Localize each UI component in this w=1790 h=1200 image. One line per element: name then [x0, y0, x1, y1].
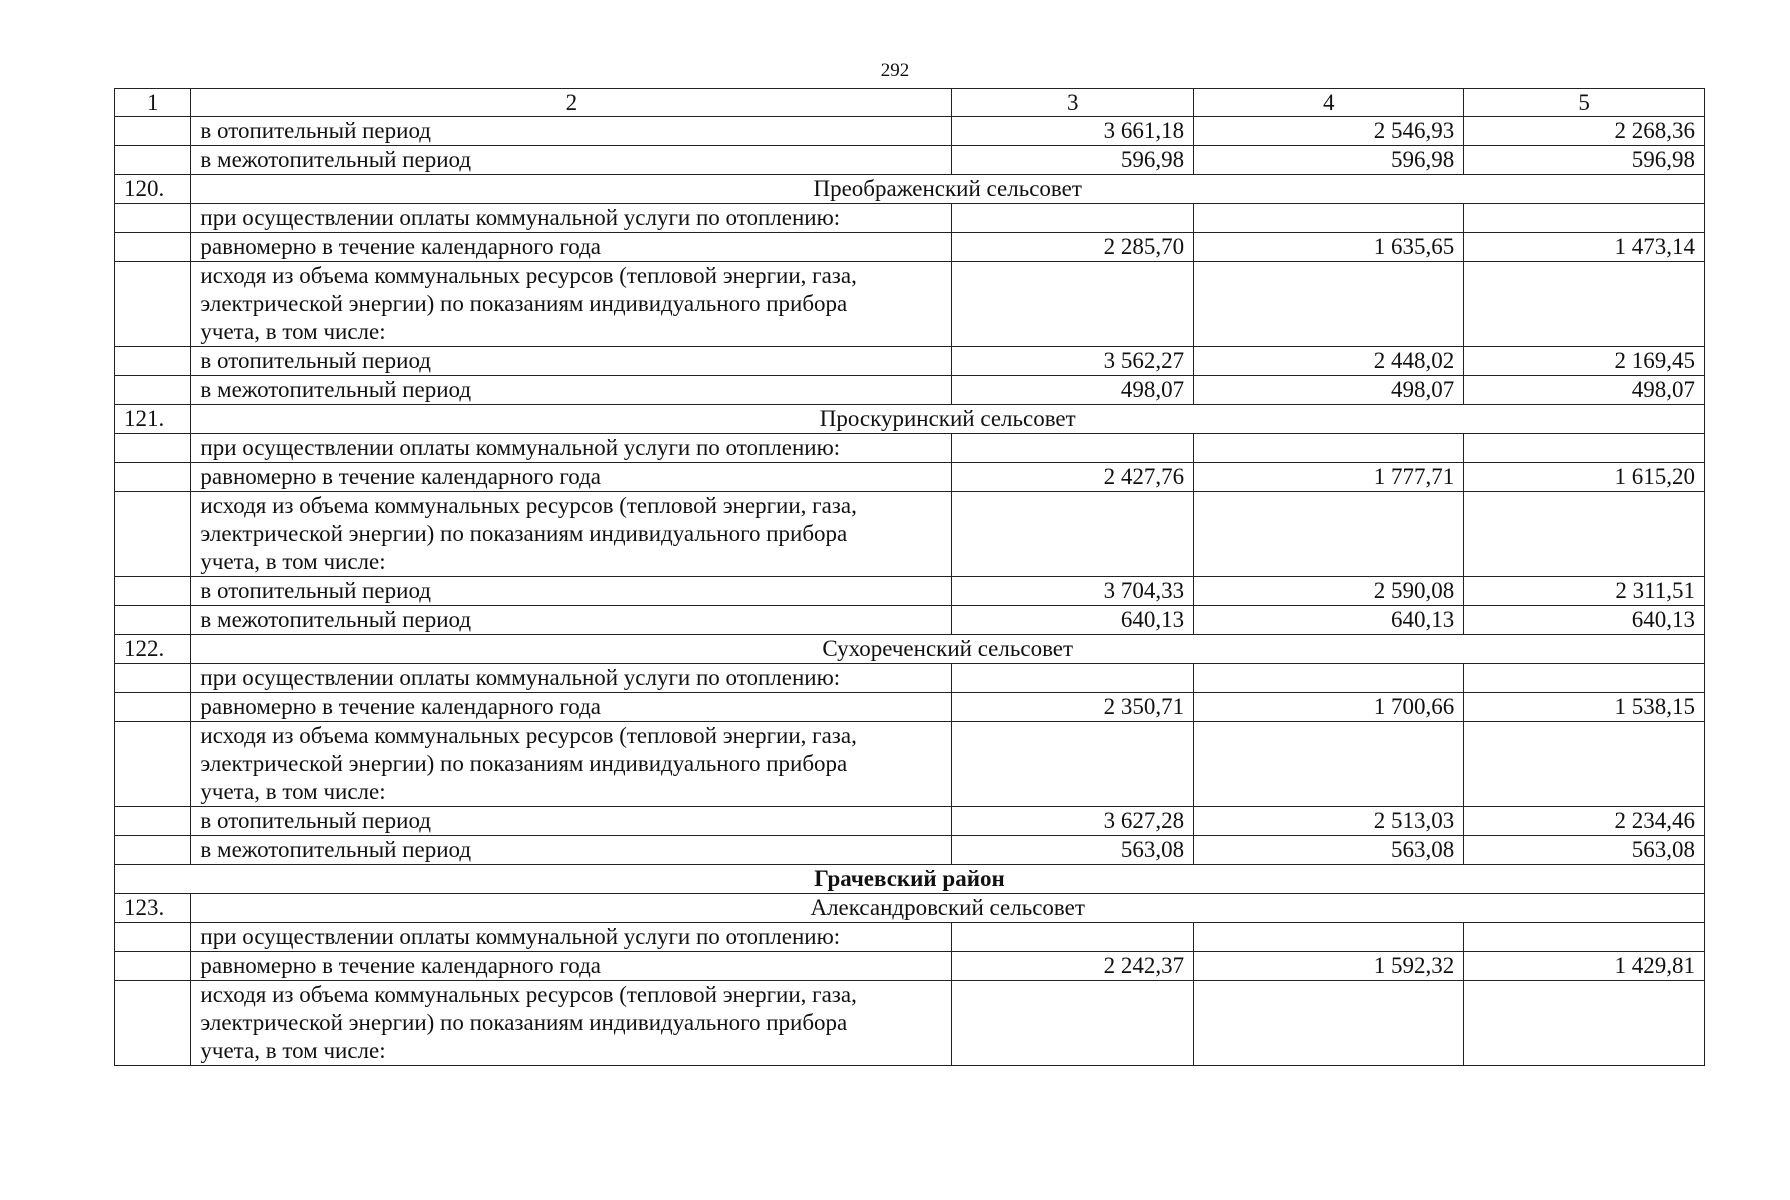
section-title: Сухореченский сельсовет	[191, 635, 1705, 664]
page-number: 292	[880, 60, 910, 81]
row-number	[115, 577, 191, 606]
value-col-5	[1464, 981, 1705, 1066]
description-line: электрической энергии) по показаниям индивидуального прибора	[200, 751, 848, 776]
table-row	[115, 376, 1705, 405]
section-row	[115, 405, 1705, 434]
row-number	[115, 981, 191, 1066]
description-line: учета, в том числе:	[200, 549, 386, 574]
value-col-4	[1194, 722, 1464, 807]
value-col-4: 596,98	[1194, 146, 1464, 175]
row-number: 122.	[115, 635, 191, 664]
row-description: в отопительный период	[191, 117, 952, 146]
row-description: равномерно в течение календарного года	[191, 952, 952, 981]
column-number: 3	[952, 89, 1194, 117]
value-col-4	[1194, 923, 1464, 952]
value-col-3	[952, 722, 1194, 807]
value-col-3: 498,07	[952, 376, 1194, 405]
value-col-5: 1 473,14	[1464, 233, 1705, 262]
value-col-4: 640,13	[1194, 606, 1464, 635]
description-line: электрической энергии) по показаниям индивидуального прибора	[200, 291, 848, 316]
row-number	[115, 233, 191, 262]
value-col-3	[952, 492, 1194, 577]
value-col-5: 596,98	[1464, 146, 1705, 175]
description-line: учета, в том числе:	[200, 779, 386, 804]
value-col-5	[1464, 722, 1705, 807]
value-col-4	[1194, 664, 1464, 693]
value-col-3	[952, 923, 1194, 952]
table-row	[115, 693, 1705, 722]
value-col-5: 1 538,15	[1464, 693, 1705, 722]
table-row	[115, 204, 1705, 233]
district-title: Грачевский район	[115, 865, 1705, 894]
table-row	[115, 952, 1705, 981]
table-row	[115, 981, 1705, 1066]
row-description: равномерно в течение календарного года	[191, 693, 952, 722]
value-col-4: 2 590,08	[1194, 577, 1464, 606]
section-title: Преображенский сельсовет	[191, 175, 1705, 204]
table-row	[115, 664, 1705, 693]
table-row	[115, 722, 1705, 807]
table-row	[115, 347, 1705, 376]
row-number	[115, 807, 191, 836]
row-description	[191, 981, 952, 1066]
description-line: учета, в том числе:	[200, 319, 386, 344]
value-col-5: 563,08	[1464, 836, 1705, 865]
row-number	[115, 923, 191, 952]
column-number: 5	[1464, 89, 1705, 117]
value-col-3: 2 350,71	[952, 693, 1194, 722]
description-line: электрической энергии) по показаниям индивидуального прибора	[200, 1010, 848, 1035]
row-number	[115, 347, 191, 376]
row-number	[115, 722, 191, 807]
row-description: в отопительный период	[191, 807, 952, 836]
column-number-row	[115, 89, 1705, 117]
table-row	[115, 463, 1705, 492]
row-number	[115, 492, 191, 577]
value-col-5	[1464, 204, 1705, 233]
row-description	[191, 722, 952, 807]
table-row	[115, 434, 1705, 463]
value-col-4	[1194, 981, 1464, 1066]
column-number: 2	[191, 89, 952, 117]
row-description	[191, 492, 952, 577]
table-row	[115, 836, 1705, 865]
value-col-3: 2 285,70	[952, 233, 1194, 262]
table-row	[115, 577, 1705, 606]
section-row	[115, 175, 1705, 204]
table-row	[115, 606, 1705, 635]
table-row	[115, 233, 1705, 262]
row-description: равномерно в течение календарного года	[191, 233, 952, 262]
row-description: в межотопительный период	[191, 146, 952, 175]
row-number: 120.	[115, 175, 191, 204]
row-number: 123.	[115, 894, 191, 923]
row-description: при осуществлении оплаты коммунальной услуги по отоплению:	[191, 204, 952, 233]
value-col-5	[1464, 434, 1705, 463]
description-line: исходя из объема коммунальных ресурсов (тепловой энергии, газа,	[200, 493, 857, 518]
column-number: 1	[115, 89, 191, 117]
row-number	[115, 606, 191, 635]
value-col-4	[1194, 492, 1464, 577]
row-description: при осуществлении оплаты коммунальной услуги по отоплению:	[191, 434, 952, 463]
value-col-5	[1464, 262, 1705, 347]
row-description: в отопительный период	[191, 347, 952, 376]
value-col-5	[1464, 923, 1705, 952]
value-col-4	[1194, 204, 1464, 233]
value-col-4	[1194, 262, 1464, 347]
row-description: при осуществлении оплаты коммунальной услуги по отоплению:	[191, 664, 952, 693]
value-col-4: 1 592,32	[1194, 952, 1464, 981]
row-number	[115, 376, 191, 405]
section-row	[115, 894, 1705, 923]
row-description: при осуществлении оплаты коммунальной услуги по отоплению:	[191, 923, 952, 952]
value-col-5: 2 311,51	[1464, 577, 1705, 606]
table-row	[115, 146, 1705, 175]
row-number	[115, 204, 191, 233]
row-description: в отопительный период	[191, 577, 952, 606]
row-description: в межотопительный период	[191, 606, 952, 635]
value-col-3: 2 427,76	[952, 463, 1194, 492]
table-row	[115, 923, 1705, 952]
value-col-5: 2 234,46	[1464, 807, 1705, 836]
section-title: Проскуринский сельсовет	[191, 405, 1705, 434]
row-description: в межотопительный период	[191, 376, 952, 405]
row-number	[115, 463, 191, 492]
value-col-3: 640,13	[952, 606, 1194, 635]
description-line: исходя из объема коммунальных ресурсов (тепловой энергии, газа,	[200, 723, 857, 748]
value-col-5: 1 615,20	[1464, 463, 1705, 492]
value-col-4: 2 448,02	[1194, 347, 1464, 376]
description-line: электрической энергии) по показаниям индивидуального прибора	[200, 521, 848, 546]
district-row	[115, 865, 1705, 894]
value-col-3: 3 627,28	[952, 807, 1194, 836]
column-number: 4	[1194, 89, 1464, 117]
value-col-4: 498,07	[1194, 376, 1464, 405]
value-col-3: 2 242,37	[952, 952, 1194, 981]
value-col-5: 2 169,45	[1464, 347, 1705, 376]
row-description	[191, 262, 952, 347]
row-number	[115, 836, 191, 865]
value-col-4: 1 700,66	[1194, 693, 1464, 722]
table-body	[115, 89, 1705, 1066]
row-number	[115, 952, 191, 981]
row-number	[115, 664, 191, 693]
value-col-3	[952, 981, 1194, 1066]
value-col-3	[952, 434, 1194, 463]
tariff-table	[114, 88, 1705, 1066]
value-col-5	[1464, 664, 1705, 693]
table-row	[115, 117, 1705, 146]
description-line: исходя из объема коммунальных ресурсов (тепловой энергии, газа,	[200, 263, 857, 288]
table-row	[115, 262, 1705, 347]
description-line: исходя из объема коммунальных ресурсов (тепловой энергии, газа,	[200, 982, 857, 1007]
value-col-4	[1194, 434, 1464, 463]
value-col-4: 1 635,65	[1194, 233, 1464, 262]
value-col-3	[952, 204, 1194, 233]
value-col-3: 3 562,27	[952, 347, 1194, 376]
section-row	[115, 635, 1705, 664]
description-line: учета, в том числе:	[200, 1038, 386, 1063]
value-col-3	[952, 664, 1194, 693]
row-number	[115, 117, 191, 146]
value-col-5: 2 268,36	[1464, 117, 1705, 146]
row-number	[115, 693, 191, 722]
value-col-4: 2 513,03	[1194, 807, 1464, 836]
value-col-3: 563,08	[952, 836, 1194, 865]
table-row	[115, 807, 1705, 836]
section-title: Александровский сельсовет	[191, 894, 1705, 923]
value-col-4: 1 777,71	[1194, 463, 1464, 492]
value-col-3	[952, 262, 1194, 347]
value-col-4: 2 546,93	[1194, 117, 1464, 146]
value-col-5: 640,13	[1464, 606, 1705, 635]
value-col-5	[1464, 492, 1705, 577]
value-col-5: 498,07	[1464, 376, 1705, 405]
row-description: в межотопительный период	[191, 836, 952, 865]
table-row	[115, 492, 1705, 577]
value-col-5: 1 429,81	[1464, 952, 1705, 981]
value-col-4: 563,08	[1194, 836, 1464, 865]
value-col-3: 596,98	[952, 146, 1194, 175]
value-col-3: 3 704,33	[952, 577, 1194, 606]
row-number: 121.	[115, 405, 191, 434]
row-number	[115, 146, 191, 175]
row-description: равномерно в течение календарного года	[191, 463, 952, 492]
row-number	[115, 262, 191, 347]
row-number	[115, 434, 191, 463]
value-col-3: 3 661,18	[952, 117, 1194, 146]
